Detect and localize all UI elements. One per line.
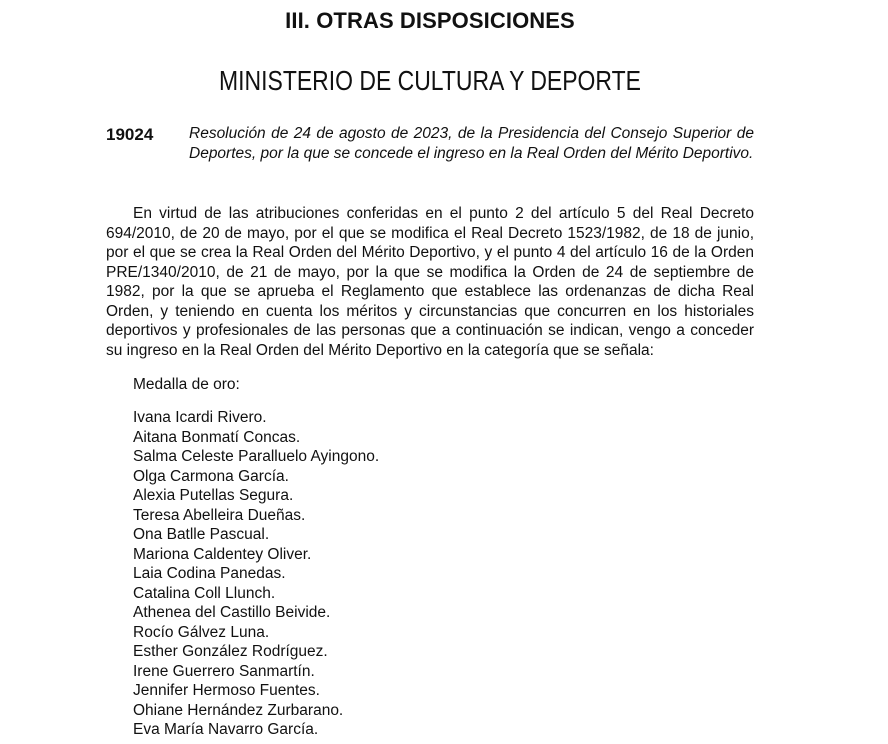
- recipient-name: Mariona Caldentey Oliver.: [133, 545, 312, 563]
- resolution-number: 19024: [106, 125, 154, 144]
- recipient-name: Athenea del Castillo Beivide.: [133, 604, 331, 621]
- recipient-name: Eva María Navarro García.: [133, 721, 319, 738]
- recipient-name: Rocío Gálvez Luna.: [133, 623, 270, 641]
- recipient-name: Aitana Bonmatí Concas.: [133, 428, 301, 446]
- recipient-name: Ivana Icardi Rivero.: [133, 409, 267, 426]
- recipient-name: Ona Batlle Pascual.: [133, 526, 270, 543]
- section-title: III. OTRAS DISPOSICIONES: [285, 8, 575, 33]
- body-paragraph: En virtud de las atribuciones conferidas en el punto 2 del artículo 5 del Real Decreto 694/2010, de 20 de mayo, por el que se modifica el Real Decreto 1523/1982, de 18 de junio, por el que se crea la Real Orden del Mérito Deportivo, y el punto 4 del artículo 16 de la Orden PRE/1340/2010, de 21 de mayo, por la que se modifica la Orden de 24 de septiembre de 1982, por la que se aprueba el Reglamento que establece las ordenanzas de dicha Real Orden, y teniendo en cuenta los méritos y circunstancias que concurren en los historiales deportivos y profesionales de las personas que a continuación se indican, vengo a conceder su ingreso en la Real Orden del Mérito Deportivo en la categoría que se señala:: [106, 205, 754, 359]
- recipient-list: [133, 408, 379, 740]
- recipient-name: Teresa Abelleira Dueñas.: [133, 506, 306, 524]
- recipient-name: Irene Guerrero Sanmartín.: [133, 662, 315, 680]
- ministry-heading: MINISTERIO DE CULTURA Y DEPORTE: [219, 65, 641, 96]
- recipient-name: Salma Celeste Paralluelo Ayingono.: [133, 448, 380, 465]
- resolution-title: Resolución de 24 de agosto de 2023, de la Presidencia del Consejo Superior de Deportes, por la que se concede el ingreso en la Real Orden del Mérito Deportivo.: [189, 125, 754, 162]
- recipient-name: Catalina Coll Llunch.: [133, 584, 276, 602]
- recipient-name: Ohiane Hernández Zurbarano.: [133, 701, 344, 719]
- recipient-name: Esther González Rodríguez.: [133, 643, 328, 660]
- recipient-name: Alexia Putellas Segura.: [133, 487, 294, 504]
- category-label: Medalla de oro:: [133, 376, 240, 393]
- recipient-name: Olga Carmona García.: [133, 467, 289, 485]
- recipient-name: Jennifer Hermoso Fuentes.: [133, 682, 320, 699]
- recipient-name: Laia Codina Panedas.: [133, 565, 286, 582]
